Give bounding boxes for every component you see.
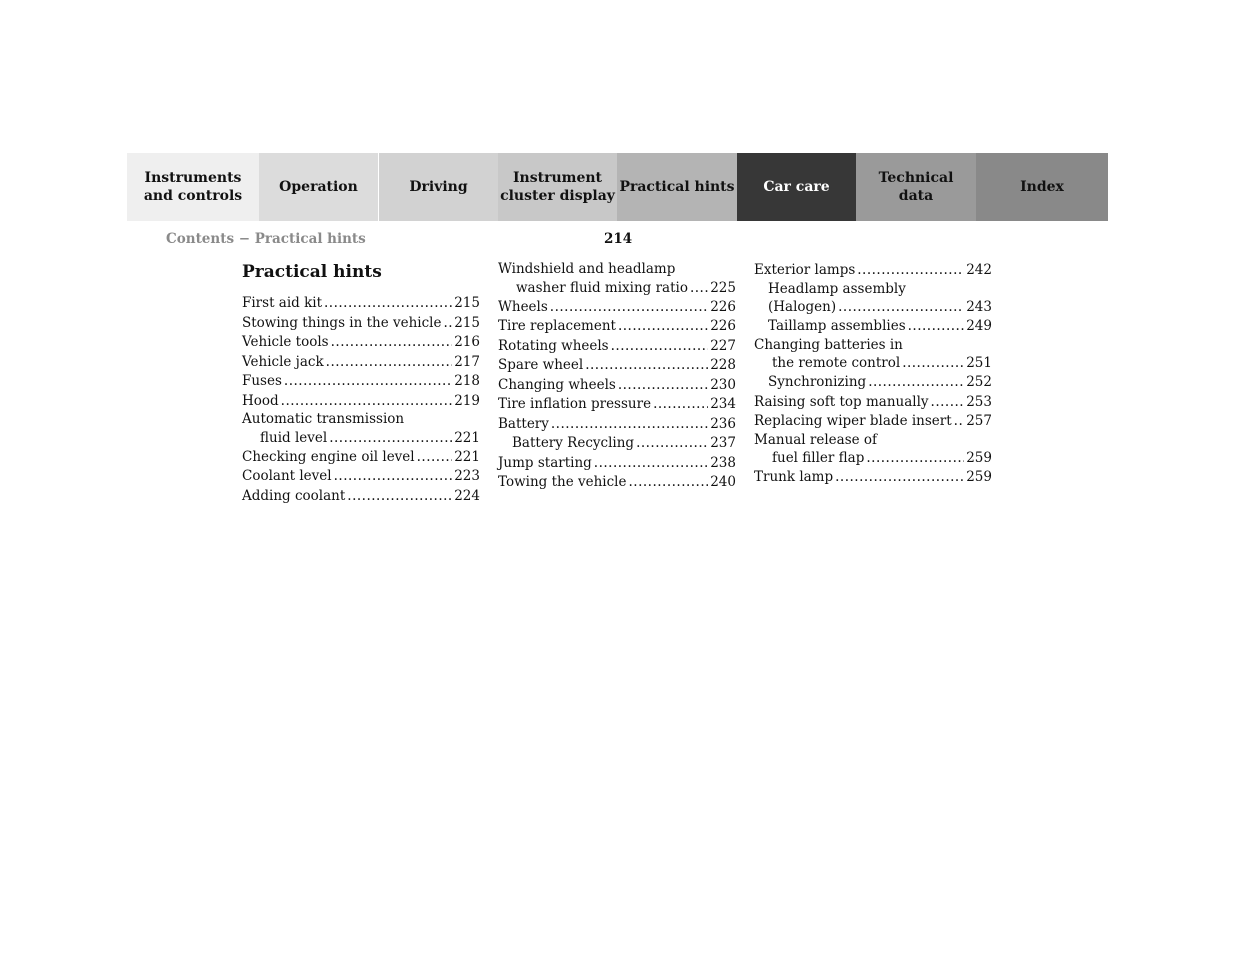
toc-entry-row <box>498 415 736 435</box>
dot-leader <box>329 429 452 448</box>
dot-leader <box>585 356 708 376</box>
toc-entry[interactable] <box>498 261 736 298</box>
toc-entry-row <box>242 467 480 487</box>
dot-leader <box>618 317 708 337</box>
dot-leader <box>868 373 964 393</box>
toc-entry-label: washer fluid mixing ratio <box>516 279 688 296</box>
section-tabs <box>127 153 1108 221</box>
toc-entry-label: Battery Recycling <box>512 435 635 451</box>
toc-entry-row <box>498 434 736 454</box>
toc-page-number: 221 <box>454 448 480 465</box>
toc-entry-label: Tire inflation pressure <box>498 396 652 412</box>
dot-leader <box>334 467 453 487</box>
toc-entry-label: Vehicle jack <box>242 353 324 370</box>
toc-entry-label: Spare wheel <box>498 357 584 373</box>
toc-entry-label: fuel filler flap <box>772 450 865 466</box>
toc-entry-row <box>754 354 992 373</box>
toc-page-number: 215 <box>454 314 480 331</box>
toc-entry-row <box>754 298 992 317</box>
toc-entry-row <box>242 333 480 353</box>
toc-entry[interactable] <box>754 432 992 469</box>
toc-entry-row <box>242 372 480 392</box>
toc-entry-label: Trunk lamp <box>754 469 834 485</box>
toc-page-number: 240 <box>710 474 736 490</box>
toc-page-number: 217 <box>454 353 480 370</box>
toc-entry-label: Raising soft top manually <box>754 393 929 410</box>
toc-entry[interactable] <box>498 298 736 318</box>
toc-entry-row <box>498 356 736 376</box>
dot-leader <box>324 294 452 314</box>
toc-page-number: 257 <box>966 413 992 429</box>
toc-entry-label: Adding coolant <box>242 487 346 504</box>
toc-entry-label: Changing wheels <box>498 376 616 393</box>
toc-entry-row <box>754 393 992 413</box>
dot-leader <box>551 415 708 435</box>
toc-entry-label: Hood <box>242 392 279 409</box>
dot-leader <box>347 487 452 507</box>
toc-entry[interactable] <box>498 415 736 435</box>
dot-leader <box>284 372 452 392</box>
toc-entry-row <box>498 473 736 493</box>
toc-entry-label: Battery <box>498 415 549 432</box>
toc-entry-label: Wheels <box>498 298 548 315</box>
toc-page-number: 228 <box>710 357 736 373</box>
toc-page-number: 221 <box>454 429 480 446</box>
toc-entry[interactable] <box>498 317 736 337</box>
toc-page-number: 238 <box>710 454 736 471</box>
toc-entry[interactable] <box>242 372 480 392</box>
toc-entry[interactable] <box>754 393 992 413</box>
tab-instruments-and-controls[interactable]: Instruments and controls <box>127 153 259 221</box>
dot-leader <box>902 354 964 373</box>
dot-leader <box>594 454 708 474</box>
toc-entry-row <box>242 314 480 334</box>
toc-entry-title: Automatic transmission <box>242 411 405 427</box>
toc-entry-label: Taillamp assemblies <box>768 318 906 334</box>
toc-entry-label: First aid kit <box>242 295 323 311</box>
toc-entry[interactable] <box>498 473 736 493</box>
toc-entry-row <box>242 429 480 448</box>
toc-entry-row <box>498 337 736 357</box>
toc-entry-row <box>498 376 736 396</box>
toc-column-3 <box>754 261 992 488</box>
toc-entry[interactable] <box>498 395 736 415</box>
toc-entry[interactable] <box>242 392 480 412</box>
toc-entry[interactable] <box>754 373 992 393</box>
section-heading: Practical hints <box>242 262 382 282</box>
tab-operation[interactable]: Operation <box>259 153 378 221</box>
toc-page-number: 226 <box>710 318 736 334</box>
toc-page-number: 252 <box>966 374 992 390</box>
dot-leader <box>954 412 965 432</box>
tab-practical-hints[interactable]: Practical hints <box>617 153 737 221</box>
toc-entry-row <box>754 412 992 432</box>
toc-entry[interactable] <box>754 281 992 318</box>
toc-entry-label: Replacing wiper blade insert <box>754 413 952 429</box>
toc-entry[interactable] <box>242 333 480 353</box>
dot-leader <box>835 468 964 488</box>
toc-entry-row <box>754 449 992 468</box>
toc-entry[interactable] <box>242 411 480 448</box>
tab-car-care[interactable]: Car care <box>737 153 856 221</box>
toc-entry[interactable] <box>754 337 992 374</box>
toc-entry-label: Exterior lamps <box>754 262 856 278</box>
toc-page-number: 259 <box>966 469 992 485</box>
toc-entry[interactable] <box>754 412 992 432</box>
toc-page-number: 249 <box>966 318 992 334</box>
toc-entry-label: fluid level <box>260 429 328 446</box>
toc-entry-row <box>242 294 480 314</box>
dot-leader <box>690 279 708 298</box>
toc-page-number: 243 <box>966 299 992 315</box>
dot-leader <box>417 448 453 468</box>
toc-column-1 <box>242 294 480 506</box>
toc-entry-label: Stowing things in the vehicle <box>242 314 442 331</box>
toc-column-2 <box>498 261 736 493</box>
dot-leader <box>444 314 453 334</box>
dot-leader <box>857 261 964 281</box>
toc-page-number: 219 <box>454 392 480 409</box>
dot-leader <box>931 393 965 413</box>
toc-page-number: 216 <box>454 334 480 350</box>
toc-page-number: 237 <box>710 435 736 451</box>
toc-entry[interactable] <box>498 337 736 357</box>
dot-leader <box>628 473 708 493</box>
toc-entry[interactable] <box>498 454 736 474</box>
tab-instrument-cluster-display[interactable]: Instrument cluster display <box>498 153 617 221</box>
toc-entry-row <box>498 395 736 415</box>
dot-leader <box>281 392 453 412</box>
toc-entry[interactable] <box>242 314 480 334</box>
toc-entry[interactable] <box>242 467 480 487</box>
dot-leader <box>326 353 453 373</box>
toc-entry[interactable] <box>498 376 736 396</box>
toc-entry-row <box>498 298 736 318</box>
toc-entry[interactable] <box>754 468 992 488</box>
toc-entry-row <box>754 373 992 393</box>
breadcrumb: Contents − Practical hints <box>166 231 366 247</box>
toc-page-number: 223 <box>454 468 480 484</box>
toc-entry[interactable] <box>498 434 736 454</box>
toc-entry-row <box>498 279 736 298</box>
toc-entry-label: Fuses <box>242 373 282 389</box>
toc-page-number: 218 <box>454 373 480 389</box>
toc-page-number: 251 <box>966 355 992 371</box>
toc-page-number: 230 <box>710 376 736 393</box>
toc-entry-row <box>754 468 992 488</box>
toc-page-number: 236 <box>710 415 736 432</box>
dot-leader <box>636 434 708 454</box>
toc-entry-row <box>242 448 480 468</box>
toc-page-number: 224 <box>454 487 480 504</box>
toc-page-number: 253 <box>966 393 992 410</box>
toc-entry-row <box>498 317 736 337</box>
toc-page-number: 242 <box>966 262 992 278</box>
toc-entry[interactable] <box>242 294 480 314</box>
toc-entry-label: Jump starting <box>498 454 592 471</box>
toc-entry-row <box>754 261 992 281</box>
toc-entry-label: Tire replacement <box>498 318 616 334</box>
toc-entry[interactable] <box>242 487 480 507</box>
toc-entry-label: Vehicle tools <box>242 334 329 350</box>
toc-entry[interactable] <box>754 261 992 281</box>
toc-entry-label: the remote control <box>772 355 901 371</box>
toc-entry[interactable] <box>754 317 992 337</box>
tab-driving[interactable]: Driving <box>378 153 498 221</box>
toc-page-number: 234 <box>710 396 736 412</box>
toc-entry-row <box>754 317 992 337</box>
toc-entry-row <box>498 454 736 474</box>
dot-leader <box>908 317 965 337</box>
dot-leader <box>618 376 708 396</box>
toc-entry-row <box>242 392 480 412</box>
dot-leader <box>838 298 964 317</box>
toc-entry-title: Headlamp assembly <box>768 280 906 297</box>
toc-entry-title: Windshield and headlamp <box>498 261 676 277</box>
toc-page-number: 225 <box>710 279 736 296</box>
tab-technical-data[interactable]: Technical data <box>856 153 976 221</box>
toc-entry-label: Towing the vehicle <box>498 474 627 490</box>
dot-leader <box>611 337 709 357</box>
toc-page-number: 215 <box>454 295 480 311</box>
toc-page-number: 227 <box>710 337 736 354</box>
tab-index[interactable]: Index <box>976 153 1108 221</box>
toc-entry-label: (Halogen) <box>768 299 837 315</box>
toc-entry[interactable] <box>498 356 736 376</box>
toc-entry-title: Manual release of <box>754 431 878 448</box>
toc-entry-title: Changing batteries in <box>754 336 903 353</box>
toc-entry-label: Coolant level <box>242 468 332 484</box>
toc-entry-row <box>242 353 480 373</box>
toc-entry-label: Rotating wheels <box>498 337 609 354</box>
toc-page-number: 226 <box>710 298 736 315</box>
toc-page-number: 259 <box>966 450 992 466</box>
toc-entry[interactable] <box>242 448 480 468</box>
toc-entry-label: Synchronizing <box>768 374 867 390</box>
toc-entry[interactable] <box>242 353 480 373</box>
toc-entry-label: Checking engine oil level <box>242 448 415 465</box>
dot-leader <box>866 449 964 468</box>
dot-leader <box>550 298 708 318</box>
dot-leader <box>653 395 708 415</box>
toc-entry-row <box>242 487 480 507</box>
page-number: 214 <box>604 231 633 247</box>
dot-leader <box>331 333 453 353</box>
